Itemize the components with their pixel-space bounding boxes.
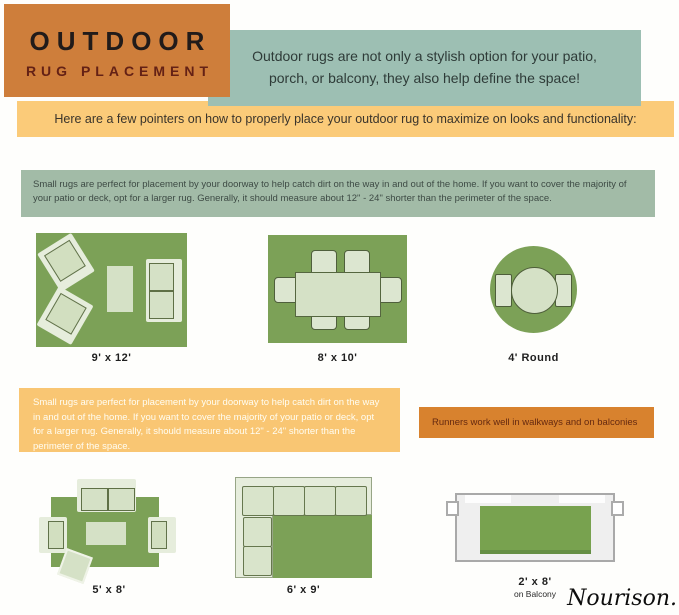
rug-size-label: 8' x 10'	[317, 352, 358, 364]
bistro-chair-icon	[495, 274, 512, 307]
sofa-cushion	[149, 291, 174, 319]
section1-note	[21, 170, 655, 217]
rug-9x12-graphic	[36, 233, 187, 347]
sofa-cushion	[108, 488, 135, 511]
round-table-icon	[511, 267, 558, 314]
rug-4round-graphic	[490, 246, 577, 333]
loveseat-icon	[77, 479, 136, 512]
armchair-icon	[148, 517, 176, 553]
armchair-icon	[36, 286, 93, 345]
armchair-icon	[39, 517, 67, 553]
intro-text: Outdoor rugs are not only a stylish option for your patio, porch, or balcony, they also help define the space!	[252, 48, 597, 86]
sofa-cushion	[335, 486, 367, 516]
page-subtitle: RUG PLACEMENT	[25, 63, 214, 79]
pointer-bar	[17, 101, 674, 137]
rug-size-label: 9' x 12'	[91, 352, 132, 364]
pointer-bar-text: Here are a few pointers on how to properly place your outdoor rug to maximize on looks and functionality:	[54, 112, 637, 126]
balcony-notch	[465, 495, 511, 503]
rug-size-label: 2' x 8'	[518, 576, 552, 588]
title-box	[4, 4, 230, 97]
sofa-cushion	[81, 488, 108, 511]
coffee-table-icon	[86, 522, 126, 545]
rug-size-label: 6' x 9'	[286, 584, 321, 596]
rug-5x8-graphic	[39, 478, 179, 579]
rug-2x8-balcony-graphic	[455, 493, 615, 562]
runner-note-text: Runners work well in walkways and on balconies	[432, 417, 638, 428]
sofa-cushion	[243, 546, 272, 576]
rug-location-label: on Balcony	[513, 589, 557, 599]
rug-8x10-graphic	[268, 235, 407, 343]
rug-surface	[273, 515, 372, 578]
sofa-cushion	[304, 486, 336, 516]
section2-note-text: Small rugs are perfect for placement by your doorway to help catch dirt on the way in and out of the home. If you want to cover the majority of your patio or deck, opt for a larger rug. Generally, it should measure about 12" - 24" shorter than the perimeter of the space.	[33, 397, 380, 453]
sofa-cushion	[149, 263, 174, 291]
rug-size-label: 5' x 8'	[92, 584, 126, 596]
dining-table-icon	[295, 272, 381, 317]
section2-note	[19, 388, 400, 452]
rug-6x9-graphic	[235, 477, 372, 578]
balcony-bracket-icon	[611, 501, 624, 516]
section1-note-text: Small rugs are perfect for placement by your doorway to help catch dirt on the way in and out of the home. If you want to cover the majority of your patio or deck, opt for a larger rug. Generally, it should measure about 12" - 24" shorter than the perimeter of the space.	[33, 179, 627, 205]
sofa-cushion	[273, 486, 305, 516]
brand-logo: Nourison.	[567, 586, 677, 611]
balcony-notch	[559, 495, 605, 503]
coffee-table-icon	[107, 266, 133, 312]
balcony-bracket-icon	[446, 501, 459, 516]
runner-note	[419, 407, 654, 438]
sofa-cushion	[243, 517, 272, 547]
runner-rug-surface	[480, 506, 591, 554]
sofa-cushion	[242, 486, 274, 516]
page-title: OUTDOOR	[29, 26, 212, 56]
rug-size-label: 4' Round	[508, 352, 559, 364]
sofa-icon	[146, 259, 182, 322]
armchair-icon	[37, 233, 95, 292]
intro-banner	[208, 30, 641, 106]
